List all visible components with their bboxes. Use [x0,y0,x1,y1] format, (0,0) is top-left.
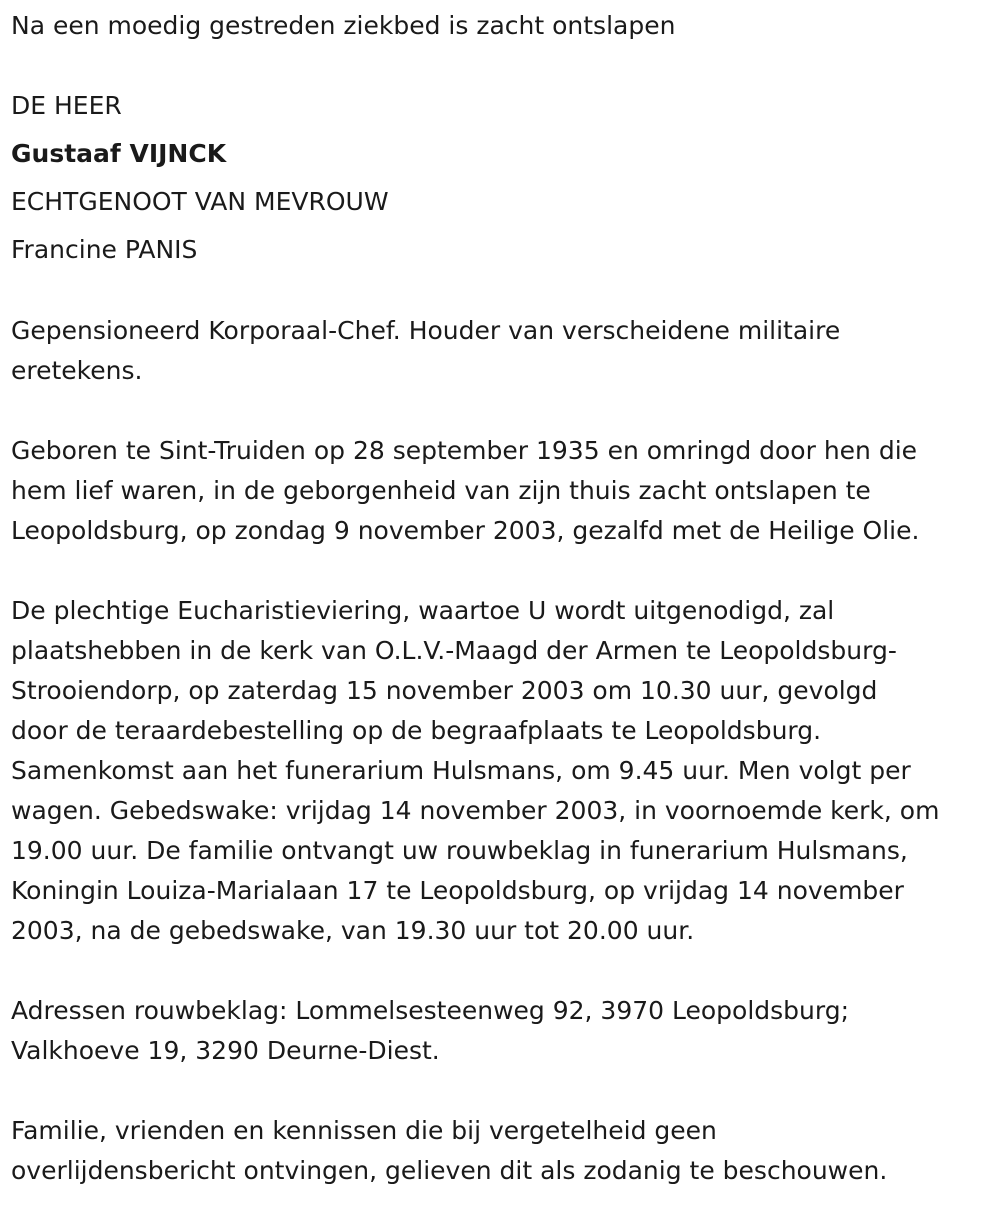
text-line: door de teraardebestelling op de begraafplaats te Leopoldsburg. [11,716,822,745]
paragraph-birth-death [11,431,991,551]
intro-line: Na een moedig gestreden ziekbed is zacht ontslapen [11,11,676,40]
text-line: Strooiendorp, op zaterdag 15 november 2003 om 10.30 uur, gevolgd [11,676,878,705]
text-line: Samenkomst aan het funerarium Hulsmans, om 9.45 uur. Men volgt per [11,756,911,785]
text-line: eretekens. [11,356,143,385]
name-block [11,82,991,274]
title-line: DE HEER [11,91,122,120]
text-line: Koningin Louiza-Marialaan 17 te Leopoldsburg, op vrijdag 14 november [11,876,904,905]
paragraph-addresses [11,991,991,1071]
text-line: hem lief waren, in de geborgenheid van zijn thuis zacht ontslapen te [11,476,871,505]
obituary-notice [11,6,991,1191]
text-line: Gepensioneerd Korporaal-Chef. Houder van verscheidene militaire [11,316,841,345]
deceased-name: Gustaaf VIJNCK [11,139,227,168]
paragraph-occupation [11,311,991,391]
paragraph-ceremony [11,591,991,951]
text-line: wagen. Gebedswake: vrijdag 14 november 2003, in voornoemde kerk, om [11,796,940,825]
text-line: Leopoldsburg, op zondag 9 november 2003, gezalfd met de Heilige Olie. [11,516,920,545]
text-line: Geboren te Sint-Truiden op 28 september 1935 en omringd door hen die [11,436,918,465]
text-line: 2003, na de gebedswake, van 19.30 uur tot 20.00 uur. [11,916,695,945]
text-line: De plechtige Eucharistieviering, waartoe U wordt uitgenodigd, zal [11,596,835,625]
intro-block [11,6,991,46]
paragraph-closing [11,1111,991,1191]
text-line: overlijdensbericht ontvingen, gelieven dit als zodanig te beschouwen. [11,1156,888,1185]
text-line: Adressen rouwbeklag: Lommelsesteenweg 92, 3970 Leopoldsburg; [11,996,850,1025]
text-line: 19.00 uur. De familie ontvangt uw rouwbeklag in funerarium Hulsmans, [11,836,908,865]
text-line: Valkhoeve 19, 3290 Deurne-Diest. [11,1036,440,1065]
text-line: plaatshebben in de kerk van O.L.V.-Maagd der Armen te Leopoldsburg- [11,636,897,665]
spouse-name: Francine PANIS [11,235,198,264]
spouse-label: ECHTGENOOT VAN MEVROUW [11,187,389,216]
text-line: Familie, vrienden en kennissen die bij vergetelheid geen [11,1116,717,1145]
